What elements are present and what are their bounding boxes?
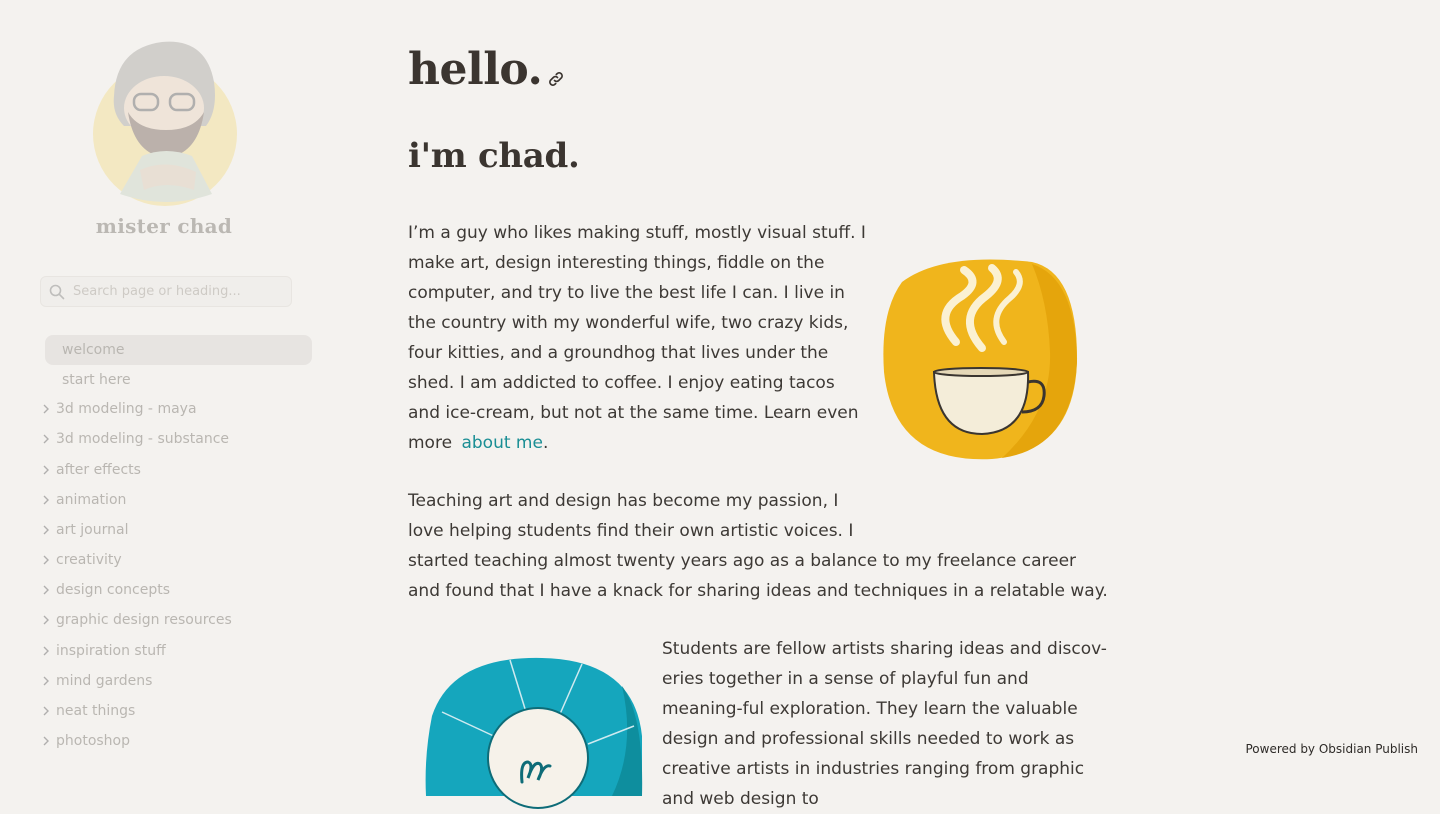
sidebar-item-label: 3d modeling - maya: [56, 401, 197, 417]
search-icon: [49, 284, 65, 300]
chevron-right-icon[interactable]: [41, 465, 51, 475]
chevron-right-icon[interactable]: [41, 615, 51, 625]
sidebar-folder-art-journal[interactable]: [45, 515, 312, 545]
teaching-text-c: started teaching almost twenty years ago as a balance to my freelance career and found that I have a knack for sharing ideas and techniques in a relatable way.: [408, 551, 1108, 601]
sidebar-item-welcome[interactable]: [45, 335, 312, 365]
sidebar-item-label: graphic design resources: [56, 612, 232, 628]
avatar-illustration: [94, 34, 240, 206]
sidebar-item-label: photoshop: [56, 733, 130, 749]
chevron-right-icon[interactable]: [41, 555, 51, 565]
chevron-right-icon[interactable]: [41, 736, 51, 746]
sidebar-item-label: 3d modeling - substance: [56, 431, 230, 447]
teaching-text-b: love helping students find their own artistic voices. I: [408, 521, 854, 541]
sidebar-folder-photoshop[interactable]: [45, 726, 312, 756]
sidebar-item-start-here[interactable]: [45, 365, 312, 395]
teaching-text-a: Teaching art and design has become my passion, I: [408, 491, 839, 511]
sidebar-folder-mind-gardens[interactable]: [45, 666, 312, 696]
link-icon[interactable]: [546, 69, 566, 89]
intro-end: .: [542, 433, 549, 453]
sidebar-item-label: mind gardens: [56, 673, 153, 689]
color-wheel-image: [422, 656, 642, 796]
main-content: [408, 0, 1108, 809]
sidebar-folder-inspiration-stuff[interactable]: [45, 636, 312, 666]
site-name[interactable]: mister chad: [95, 214, 233, 238]
students-paragraph: Students are fellow artists sharing ideas and discov-eries together in a sense of playful fun and meaning-ful exploration. They learn the valuable design and professional skills needed to work as creative artists in industries ranging from graphic and web design to: [662, 639, 1107, 809]
coffee-cup-image: [882, 252, 1080, 462]
sidebar-item-label: design concepts: [56, 582, 171, 598]
chevron-right-icon[interactable]: [41, 676, 51, 686]
chevron-right-icon[interactable]: [41, 404, 51, 414]
sidebar-item-label: inspiration stuff: [56, 643, 166, 659]
sidebar-folder-graphic-design-resources[interactable]: [45, 605, 312, 635]
sidebar-folder-after-effects[interactable]: [45, 455, 312, 485]
sidebar: [0, 0, 330, 783]
sidebar-item-label: art journal: [56, 522, 129, 538]
sidebar-folder-3d-modeling-maya[interactable]: [45, 394, 312, 424]
chevron-right-icon[interactable]: [41, 525, 51, 535]
intro-paragraph: [408, 218, 868, 458]
sidebar-item-label: after effects: [56, 462, 141, 478]
sidebar-item-label: creativity: [56, 552, 122, 568]
intro-text: I’m a guy who likes making stuff, mostly visual stuff. I make art, design interesting things, fiddle on the computer, and try to live the best life I can. I live in the country with my wonderful wife, two crazy kids, four kitties, and a groundhog that lives under the shed. I am addicted to coffee. I enjoy eating tacos and ice-cream, but not at the same time. Learn even more: [408, 223, 866, 453]
sidebar-item-label: animation: [56, 492, 127, 508]
sidebar-folder-neat-things[interactable]: [45, 696, 312, 726]
sidebar-folder-animation[interactable]: [45, 485, 312, 515]
chevron-right-icon[interactable]: [41, 646, 51, 656]
chevron-right-icon[interactable]: [41, 585, 51, 595]
powered-by-link[interactable]: Powered by Obsidian Publish: [1245, 742, 1418, 756]
about-me-link[interactable]: about me: [461, 433, 543, 453]
page-subtitle: i'm chad.: [408, 136, 580, 176]
sidebar-item-label: welcome: [62, 342, 125, 358]
page-title: hello.: [408, 44, 543, 95]
sidebar-folder-design-concepts[interactable]: [45, 575, 312, 605]
avatar[interactable]: [94, 34, 240, 206]
chevron-right-icon[interactable]: [41, 706, 51, 716]
sidebar-item-label: start here: [62, 372, 131, 388]
search-box[interactable]: [40, 276, 292, 307]
sidebar-folder-creativity[interactable]: [45, 545, 312, 575]
search-input[interactable]: [73, 284, 273, 299]
chevron-right-icon[interactable]: [41, 495, 51, 505]
sidebar-item-label: neat things: [56, 703, 136, 719]
sidebar-folder-3d-modeling-substance[interactable]: [45, 424, 312, 454]
teaching-paragraph: [408, 486, 1108, 606]
chevron-right-icon[interactable]: [41, 434, 51, 444]
sidebar-nav: [0, 334, 330, 749]
